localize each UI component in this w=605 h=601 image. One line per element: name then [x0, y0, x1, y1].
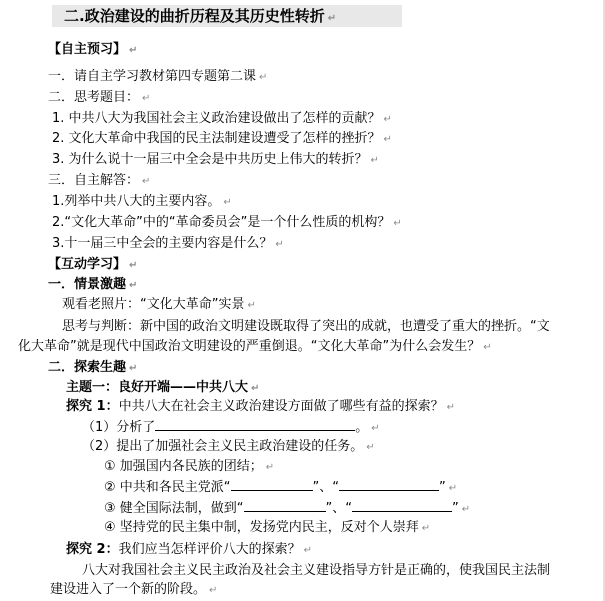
- preview-step-three: [48, 172, 150, 191]
- think-line-1-text: 思考与判断：新中国的政治文明建设既取得了突出的成就，也遭受了重大的挫折。“文: [62, 319, 550, 334]
- paragraph-mark: ↵: [129, 363, 138, 374]
- preview-step-two-text: 二．思考题目：: [48, 90, 140, 105]
- preview-header-text: 【自主预习】: [48, 42, 127, 57]
- paragraph-mark: ↵: [393, 218, 402, 229]
- paragraph-mark: ↵: [421, 523, 431, 534]
- sub-item-2: [82, 438, 375, 457]
- fill-blank[interactable]: [155, 418, 355, 431]
- paragraph-mark: ↵: [303, 545, 312, 556]
- preview-step-one-text: 一．请自主学习教材第四专题第二课: [48, 69, 257, 84]
- question-2: [52, 130, 392, 149]
- answer-1: [52, 193, 232, 212]
- sub-item-1-end: 。: [355, 420, 369, 435]
- paragraph-mark: ↵: [142, 93, 151, 104]
- theme-one: [66, 379, 259, 398]
- think-line-2: [18, 338, 492, 357]
- conclusion-line-2: [50, 581, 217, 600]
- point-4-text: ④ 坚持党的民主集中制，发扬党内民主，反对个人崇拜: [104, 520, 419, 535]
- question-3-text: 3. 为什么说十一届三中全会是中共历史上伟大的转折？: [52, 152, 368, 167]
- paragraph-mark: ↵: [366, 442, 375, 453]
- fill-blank[interactable]: [339, 478, 439, 491]
- point-2: [104, 478, 457, 498]
- answer-2-text: 2.“文化大革命”中的“革命委员会”是一个什么性质的机构？: [52, 215, 391, 230]
- think-line-1: [62, 318, 550, 336]
- point-1-text: ① 加强国内各民族的团结；: [104, 459, 263, 474]
- paragraph-mark: ↵: [129, 280, 138, 291]
- scene-heading: [48, 276, 137, 295]
- explore-1-label: 探究 1：: [66, 399, 119, 414]
- point-2-end: ”: [439, 480, 446, 495]
- paragraph-mark: ↵: [142, 176, 151, 187]
- fill-blank[interactable]: [231, 478, 313, 491]
- paragraph-mark: ↵: [129, 260, 138, 271]
- point-1: [104, 458, 274, 477]
- question-2-text: 2. 文化大革命中我国的民主法制建设遭受了怎样的挫折？: [52, 131, 381, 146]
- conclusion-line-2-text: 建设进入了一个新的阶段。: [50, 582, 207, 597]
- answer-2: [52, 214, 402, 233]
- paragraph-mark: ↵: [446, 402, 455, 413]
- photo-line-text: 观看老照片：“文化大革命”实景: [62, 297, 245, 312]
- question-3: [52, 151, 379, 170]
- fill-blank[interactable]: [352, 499, 452, 512]
- theme-one-text: 主题一：良好开端——中共八大: [66, 380, 249, 395]
- question-1: [52, 110, 392, 129]
- paragraph-mark: ↵: [383, 114, 392, 125]
- preview-step-two: [48, 89, 150, 108]
- answer-3-text: 3.十一届三中全会的主要内容是什么？: [52, 236, 273, 251]
- paragraph-mark: ↵: [223, 197, 232, 208]
- explore-1: [66, 398, 455, 417]
- explore-heading: [48, 359, 137, 378]
- answer-1-text: 1.列举中共八大的主要内容。: [52, 194, 221, 209]
- scene-heading-text: 一．情景激趣: [48, 277, 127, 292]
- answer-3: [52, 235, 284, 254]
- paragraph-mark: ↵: [251, 383, 260, 394]
- paragraph-mark: ↵: [247, 300, 256, 311]
- paragraph-mark: ↵: [129, 45, 138, 56]
- section-title: [52, 5, 402, 27]
- point-3: [104, 499, 470, 519]
- point-3-text: ③ 健全国际法制，做到“: [104, 501, 244, 516]
- point-3-mid: ”、“: [325, 501, 353, 516]
- sub-item-2-text: （2）提出了加强社会主义民主政治建设的任务。: [82, 439, 364, 454]
- paragraph-mark: ↵: [209, 585, 218, 596]
- paragraph-mark: ↵: [370, 155, 379, 166]
- paragraph-mark: ↵: [448, 483, 458, 494]
- explore-2-label: 探究 2：: [66, 542, 119, 557]
- paragraph-mark: ↵: [275, 239, 284, 250]
- conclusion-line-1-text: 八大对我国社会主义民主政治及社会主义建设指导方针是正确的，使我国民主法制: [82, 563, 551, 578]
- interactive-header: [48, 256, 137, 275]
- think-line-2-text: 化大革命”就是现代中国政治文明建设的严重倒退。“文化大革命”为什么会发生？: [18, 339, 481, 354]
- point-2-mid: ”、“: [312, 480, 340, 495]
- paragraph-mark: ↵: [383, 134, 392, 145]
- section-title-text: 二.政治建设的曲折历程及其历史性转折: [64, 7, 325, 25]
- paragraph-mark: ↵: [461, 504, 471, 515]
- preview-header: [48, 41, 137, 60]
- interactive-header-text: 【互动学习】: [48, 257, 127, 272]
- conclusion-line-1: [82, 562, 550, 580]
- paragraph-mark: ↵: [483, 342, 492, 353]
- sub-item-1-text: （1）分析了: [82, 420, 156, 435]
- photo-line: [62, 296, 256, 315]
- preview-step-three-text: 三．自主解答：: [48, 173, 140, 188]
- explore-heading-text: 二．探索生趣: [48, 360, 127, 375]
- sub-item-1: [82, 418, 380, 438]
- paragraph-mark: ↵: [265, 462, 275, 473]
- explore-2-text: 我们应当怎样评价八大的探索？: [118, 542, 301, 557]
- point-2-text: ② 中共和各民主党派“: [104, 480, 231, 495]
- paragraph-mark: ↵: [371, 423, 380, 434]
- explore-2: [66, 541, 312, 560]
- paragraph-mark: ↵: [327, 13, 337, 24]
- preview-step-one: [48, 68, 267, 87]
- question-1-text: 1. 中共八大为我国社会主义政治建设做出了怎样的贡献？: [52, 111, 381, 126]
- explore-1-text: 中共八大在社会主义政治建设方面做了哪些有益的探索？: [118, 399, 444, 414]
- point-3-end: ”: [452, 501, 459, 516]
- fill-blank[interactable]: [244, 499, 326, 512]
- paragraph-mark: ↵: [259, 72, 268, 83]
- point-4: [104, 519, 430, 538]
